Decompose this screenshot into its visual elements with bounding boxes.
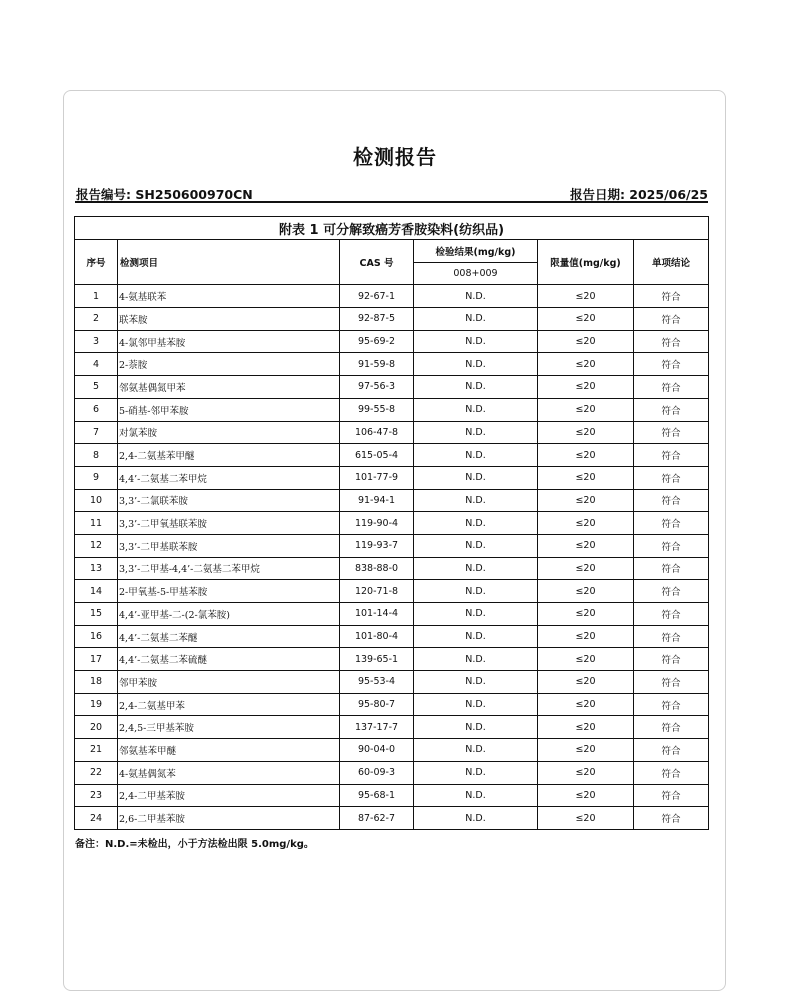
result-value: N.D. xyxy=(414,466,538,489)
conclusion-value: 符合 xyxy=(634,761,709,784)
limit-value: ≤20 xyxy=(538,693,634,716)
item-name: 3,3’-二甲基-4,4’-二氨基二苯甲烷 xyxy=(118,557,340,580)
cas-number: 60-09-3 xyxy=(340,761,414,784)
result-value: N.D. xyxy=(414,376,538,399)
cas-number: 106-47-8 xyxy=(340,421,414,444)
conclusion-value: 符合 xyxy=(634,285,709,308)
result-value: N.D. xyxy=(414,512,538,535)
item-name: 2,4-二氨基苯甲醚 xyxy=(118,444,340,467)
item-name: 2-萘胺 xyxy=(118,353,340,376)
item-name: 2-甲氧基-5-甲基苯胺 xyxy=(118,580,340,603)
conclusion-value: 符合 xyxy=(634,557,709,580)
cas-number: 91-59-8 xyxy=(340,353,414,376)
col-header-conclusion: 单项结论 xyxy=(634,240,709,285)
table-row xyxy=(75,557,709,580)
table-row xyxy=(75,784,709,807)
row-number: 24 xyxy=(75,807,118,830)
table-row xyxy=(75,330,709,353)
limit-value: ≤20 xyxy=(538,489,634,512)
conclusion-value: 符合 xyxy=(634,603,709,626)
conclusion-value: 符合 xyxy=(634,308,709,331)
limit-value: ≤20 xyxy=(538,285,634,308)
table-row xyxy=(75,444,709,467)
result-value: N.D. xyxy=(414,761,538,784)
row-number: 3 xyxy=(75,330,118,353)
cas-number: 87-62-7 xyxy=(340,807,414,830)
item-name: 5-硝基-邻甲苯胺 xyxy=(118,398,340,421)
limit-value: ≤20 xyxy=(538,671,634,694)
table-row xyxy=(75,739,709,762)
conclusion-value: 符合 xyxy=(634,534,709,557)
conclusion-value: 符合 xyxy=(634,739,709,762)
limit-value: ≤20 xyxy=(538,784,634,807)
result-value: N.D. xyxy=(414,489,538,512)
col-header-result: 检验结果(mg/kg) xyxy=(414,240,538,263)
row-number: 13 xyxy=(75,557,118,580)
result-value: N.D. xyxy=(414,444,538,467)
row-number: 21 xyxy=(75,739,118,762)
row-number: 7 xyxy=(75,421,118,444)
row-number: 6 xyxy=(75,398,118,421)
table-row xyxy=(75,398,709,421)
conclusion-value: 符合 xyxy=(634,466,709,489)
result-value: N.D. xyxy=(414,285,538,308)
col-header-no: 序号 xyxy=(75,240,118,285)
cas-number: 95-53-4 xyxy=(340,671,414,694)
limit-value: ≤20 xyxy=(538,421,634,444)
cas-number: 92-67-1 xyxy=(340,285,414,308)
table-caption: 附表 1 可分解致癌芳香胺染料(纺织品) xyxy=(75,217,709,240)
table-row xyxy=(75,603,709,626)
row-number: 23 xyxy=(75,784,118,807)
item-name: 邻氨基苯甲醚 xyxy=(118,739,340,762)
result-value: N.D. xyxy=(414,398,538,421)
limit-value: ≤20 xyxy=(538,330,634,353)
limit-value: ≤20 xyxy=(538,557,634,580)
cas-number: 90-04-0 xyxy=(340,739,414,762)
cas-number: 120-71-8 xyxy=(340,580,414,603)
table-row xyxy=(75,421,709,444)
conclusion-value: 符合 xyxy=(634,716,709,739)
conclusion-value: 符合 xyxy=(634,693,709,716)
limit-value: ≤20 xyxy=(538,534,634,557)
item-name: 邻甲苯胺 xyxy=(118,671,340,694)
limit-value: ≤20 xyxy=(538,580,634,603)
item-name: 2,4-二氨基甲苯 xyxy=(118,693,340,716)
col-header-limit: 限量值(mg/kg) xyxy=(538,240,634,285)
item-name: 2,6-二甲基苯胺 xyxy=(118,807,340,830)
item-name: 邻氨基偶氮甲苯 xyxy=(118,376,340,399)
cas-number: 119-90-4 xyxy=(340,512,414,535)
col-header-sample-id: 008+009 xyxy=(414,262,538,285)
limit-value: ≤20 xyxy=(538,716,634,739)
item-name: 4-氨基偶氮苯 xyxy=(118,761,340,784)
conclusion-value: 符合 xyxy=(634,398,709,421)
row-number: 11 xyxy=(75,512,118,535)
cas-number: 101-14-4 xyxy=(340,603,414,626)
result-value: N.D. xyxy=(414,739,538,762)
cas-number: 99-55-8 xyxy=(340,398,414,421)
result-value: N.D. xyxy=(414,648,538,671)
table-row xyxy=(75,625,709,648)
table-row xyxy=(75,716,709,739)
item-name: 4-氨基联苯 xyxy=(118,285,340,308)
conclusion-value: 符合 xyxy=(634,444,709,467)
item-name: 3,3’-二氯联苯胺 xyxy=(118,489,340,512)
conclusion-value: 符合 xyxy=(634,671,709,694)
item-name: 4,4’-二氨基二苯醚 xyxy=(118,625,340,648)
result-value: N.D. xyxy=(414,330,538,353)
row-number: 17 xyxy=(75,648,118,671)
item-name: 4,4’-二氨基二苯甲烷 xyxy=(118,466,340,489)
conclusion-value: 符合 xyxy=(634,807,709,830)
cas-number: 95-68-1 xyxy=(340,784,414,807)
cas-number: 615-05-4 xyxy=(340,444,414,467)
table-row xyxy=(75,353,709,376)
limit-value: ≤20 xyxy=(538,761,634,784)
cas-number: 97-56-3 xyxy=(340,376,414,399)
row-number: 9 xyxy=(75,466,118,489)
results-table xyxy=(74,216,709,830)
result-value: N.D. xyxy=(414,716,538,739)
table-row xyxy=(75,807,709,830)
row-number: 14 xyxy=(75,580,118,603)
table-row xyxy=(75,671,709,694)
cas-number: 137-17-7 xyxy=(340,716,414,739)
result-value: N.D. xyxy=(414,603,538,626)
row-number: 4 xyxy=(75,353,118,376)
item-name: 3,3’-二甲氧基联苯胺 xyxy=(118,512,340,535)
item-name: 2,4,5-三甲基苯胺 xyxy=(118,716,340,739)
limit-value: ≤20 xyxy=(538,398,634,421)
limit-value: ≤20 xyxy=(538,444,634,467)
report-date: 报告日期: 2025/06/25 xyxy=(569,187,708,202)
result-value: N.D. xyxy=(414,557,538,580)
conclusion-value: 符合 xyxy=(634,784,709,807)
footnote: 备注：N.D.=未检出，小于方法检出限 5.0mg/kg。 xyxy=(75,839,314,850)
cas-number: 838-88-0 xyxy=(340,557,414,580)
conclusion-value: 符合 xyxy=(634,421,709,444)
row-number: 18 xyxy=(75,671,118,694)
row-number: 19 xyxy=(75,693,118,716)
result-value: N.D. xyxy=(414,807,538,830)
cas-number: 95-69-2 xyxy=(340,330,414,353)
conclusion-value: 符合 xyxy=(634,625,709,648)
cas-number: 92-87-5 xyxy=(340,308,414,331)
item-name: 4,4’-亚甲基-二-(2-氯苯胺) xyxy=(118,603,340,626)
table-row xyxy=(75,466,709,489)
row-number: 16 xyxy=(75,625,118,648)
result-value: N.D. xyxy=(414,421,538,444)
row-number: 5 xyxy=(75,376,118,399)
limit-value: ≤20 xyxy=(538,625,634,648)
limit-value: ≤20 xyxy=(538,376,634,399)
row-number: 22 xyxy=(75,761,118,784)
cas-number: 101-80-4 xyxy=(340,625,414,648)
table-row xyxy=(75,693,709,716)
result-value: N.D. xyxy=(414,693,538,716)
item-name: 4-氯邻甲基苯胺 xyxy=(118,330,340,353)
limit-value: ≤20 xyxy=(538,807,634,830)
limit-value: ≤20 xyxy=(538,648,634,671)
report-number: 报告编号: SH250600970CN xyxy=(76,187,253,202)
table-row xyxy=(75,308,709,331)
cas-number: 95-80-7 xyxy=(340,693,414,716)
col-header-item: 检测项目 xyxy=(118,240,340,285)
table-row xyxy=(75,512,709,535)
result-value: N.D. xyxy=(414,353,538,376)
limit-value: ≤20 xyxy=(538,353,634,376)
conclusion-value: 符合 xyxy=(634,580,709,603)
limit-value: ≤20 xyxy=(538,466,634,489)
item-name: 2,4-二甲基苯胺 xyxy=(118,784,340,807)
conclusion-value: 符合 xyxy=(634,353,709,376)
limit-value: ≤20 xyxy=(538,512,634,535)
table-row xyxy=(75,489,709,512)
table-row xyxy=(75,580,709,603)
page-title: 检测报告 xyxy=(353,145,437,169)
row-number: 1 xyxy=(75,285,118,308)
result-value: N.D. xyxy=(414,580,538,603)
row-number: 10 xyxy=(75,489,118,512)
result-value: N.D. xyxy=(414,625,538,648)
row-number: 12 xyxy=(75,534,118,557)
result-value: N.D. xyxy=(414,671,538,694)
cas-number: 101-77-9 xyxy=(340,466,414,489)
conclusion-value: 符合 xyxy=(634,489,709,512)
row-number: 20 xyxy=(75,716,118,739)
table-row xyxy=(75,285,709,308)
conclusion-value: 符合 xyxy=(634,512,709,535)
conclusion-value: 符合 xyxy=(634,330,709,353)
table-row xyxy=(75,761,709,784)
item-name: 联苯胺 xyxy=(118,308,340,331)
row-number: 2 xyxy=(75,308,118,331)
limit-value: ≤20 xyxy=(538,739,634,762)
result-value: N.D. xyxy=(414,308,538,331)
result-value: N.D. xyxy=(414,534,538,557)
item-name: 4,4’-二氨基二苯硫醚 xyxy=(118,648,340,671)
limit-value: ≤20 xyxy=(538,308,634,331)
table-row xyxy=(75,376,709,399)
header-divider xyxy=(75,201,708,203)
result-value: N.D. xyxy=(414,784,538,807)
row-number: 8 xyxy=(75,444,118,467)
table-row xyxy=(75,534,709,557)
cas-number: 119-93-7 xyxy=(340,534,414,557)
cas-number: 139-65-1 xyxy=(340,648,414,671)
conclusion-value: 符合 xyxy=(634,376,709,399)
item-name: 对氯苯胺 xyxy=(118,421,340,444)
limit-value: ≤20 xyxy=(538,603,634,626)
conclusion-value: 符合 xyxy=(634,648,709,671)
row-number: 15 xyxy=(75,603,118,626)
cas-number: 91-94-1 xyxy=(340,489,414,512)
col-header-cas: CAS 号 xyxy=(340,240,414,285)
table-row xyxy=(75,648,709,671)
item-name: 3,3’-二甲基联苯胺 xyxy=(118,534,340,557)
